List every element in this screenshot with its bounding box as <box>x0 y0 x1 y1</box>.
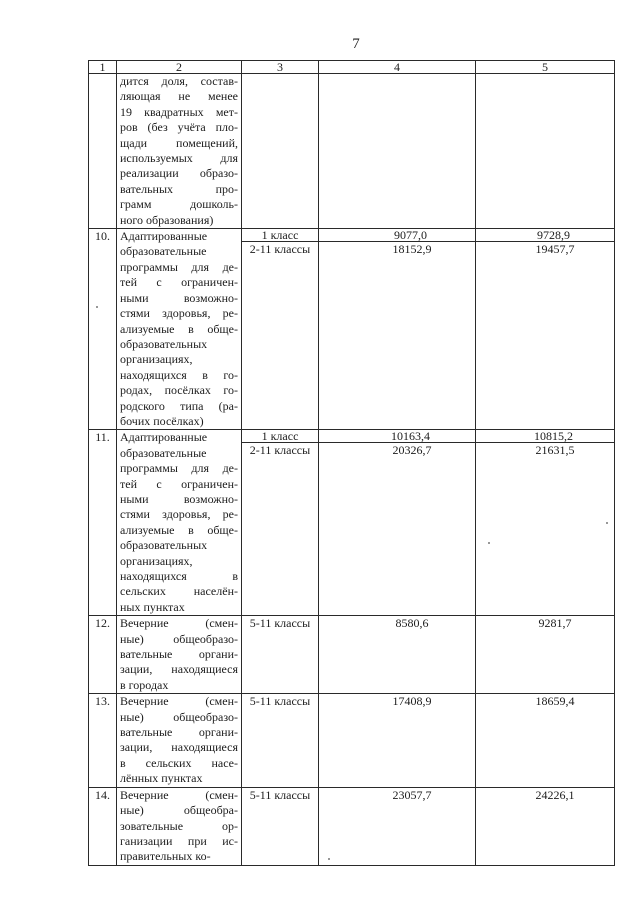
row-classes <box>242 694 319 787</box>
cost-value: 24226,1 <box>535 787 575 802</box>
cost-value: 9728,9 <box>476 229 614 242</box>
description-line: ными возможно- <box>120 290 238 305</box>
description-line: ных пунктах <box>120 599 185 614</box>
row-value-col4 <box>319 616 476 694</box>
description-line: сельских населён- <box>120 584 238 599</box>
description-line: образовательных <box>120 538 208 553</box>
row-value-col4 <box>319 229 476 430</box>
row-value-col5 <box>476 616 615 694</box>
description-line: Вечерние (смен- <box>120 694 238 709</box>
header-col-4: 4 <box>319 61 476 74</box>
scan-speck <box>488 542 490 544</box>
description-line: правительных ко- <box>120 849 211 864</box>
header-col-3: 3 <box>242 61 319 74</box>
row-description <box>117 616 242 694</box>
row-value-col5 <box>476 430 615 616</box>
description-line: используемых для <box>120 151 238 166</box>
row-value-col4 <box>319 787 476 865</box>
description-line: Адаптированные <box>120 229 208 244</box>
description-line: организациях, <box>120 352 193 367</box>
description-line: ляющая не менее <box>120 89 238 104</box>
class-range: 1 класс <box>242 430 318 443</box>
description-line: родского типа (ра- <box>120 398 238 413</box>
row-description <box>117 787 242 865</box>
description-line: вательные органи- <box>120 647 238 662</box>
description-line: ные) общеобразо- <box>120 631 238 646</box>
row-value-col4 <box>319 74 476 229</box>
row-description <box>117 694 242 787</box>
row-value-col5 <box>476 694 615 787</box>
class-range: 1 класс <box>242 229 318 242</box>
description-line: лённых пунктах <box>120 771 203 786</box>
row-number: 12. <box>89 616 117 694</box>
row-description <box>117 229 242 430</box>
table-row <box>89 694 615 787</box>
table-row <box>89 616 615 694</box>
row-value-col5 <box>476 787 615 865</box>
description-line: ализуемые в обще- <box>120 321 238 336</box>
cost-value: 8580,6 <box>395 616 429 631</box>
cost-value: 10163,4 <box>319 430 475 443</box>
class-range: 2-11 классы <box>249 443 311 458</box>
description-line: стями здоровья, ре- <box>120 507 238 522</box>
cost-value: 9281,7 <box>538 616 572 631</box>
table-row <box>89 430 615 616</box>
tariff-table <box>88 60 615 866</box>
description-line: Вечерние (смен- <box>120 787 238 802</box>
description-line: родах, посёлках го- <box>120 383 238 398</box>
description-line: образовательные <box>120 244 207 259</box>
table-row <box>89 74 615 229</box>
description-line: вательные органи- <box>120 725 238 740</box>
description-line: образовательных <box>120 336 208 351</box>
description-line: щади помещений, <box>120 135 238 150</box>
cost-value: 17408,9 <box>392 694 432 709</box>
scan-speck <box>96 306 98 308</box>
header-col-1: 1 <box>89 61 117 74</box>
description-line: зовательные ор- <box>120 818 238 833</box>
table-row <box>89 229 615 430</box>
description-line: вательных про- <box>120 181 238 196</box>
cost-value: 20326,7 <box>392 443 432 458</box>
header-col-5: 5 <box>476 61 615 74</box>
description-line: зации, находящиеся <box>120 662 238 677</box>
cost-value: 10815,2 <box>476 430 614 443</box>
description-line: стями здоровья, ре- <box>120 306 238 321</box>
description-line: образовательные <box>120 445 207 460</box>
row-number: 10. <box>89 229 117 430</box>
description-line: грамм дошколь- <box>120 197 238 212</box>
table-body <box>89 74 615 866</box>
scan-speck <box>606 522 608 524</box>
description-line: ализуемые в обще- <box>120 522 238 537</box>
row-value-col5 <box>476 74 615 229</box>
description-line: бочих посёлках) <box>120 413 204 428</box>
cost-value: 18659,4 <box>535 694 575 709</box>
cost-value: 19457,7 <box>535 242 575 257</box>
description-line: тей с ограничен- <box>120 275 238 290</box>
description-line: находящихся в го- <box>120 367 238 382</box>
cost-value: 9077,0 <box>319 229 475 242</box>
row-value-col5 <box>476 229 615 430</box>
row-number: 14. <box>89 787 117 865</box>
description-line: дится доля, состав- <box>120 74 238 88</box>
description-line: ганизации при ис- <box>120 833 238 848</box>
description-line: в сельских насе- <box>120 755 238 770</box>
row-classes <box>242 787 319 865</box>
scan-speck <box>328 858 330 860</box>
row-number: 13. <box>89 694 117 787</box>
table-header <box>89 61 615 74</box>
description-line: программы для де- <box>120 259 238 274</box>
row-classes <box>242 74 319 229</box>
description-line: Адаптированные <box>120 430 208 445</box>
description-line: находящихся в <box>120 569 238 583</box>
header-col-2: 2 <box>117 61 242 74</box>
class-range: 5-11 классы <box>249 694 311 709</box>
table-row <box>89 787 615 865</box>
page-number: 7 <box>352 36 360 52</box>
description-line: ные) общеобра- <box>120 803 238 818</box>
description-line: ров (без учёта пло- <box>120 120 238 135</box>
description-line: тей с ограничен- <box>120 476 238 491</box>
cost-value: 18152,9 <box>392 242 432 257</box>
row-number <box>89 74 117 229</box>
class-range: 5-11 классы <box>249 616 311 631</box>
row-classes <box>242 229 319 430</box>
row-number: 11. <box>89 430 117 616</box>
description-line: ного образования) <box>120 212 214 227</box>
description-line: программы для де- <box>120 461 238 476</box>
class-range: 2-11 классы <box>249 242 311 257</box>
row-value-col4 <box>319 694 476 787</box>
description-line: 19 квадратных мет- <box>120 104 238 119</box>
description-line: в городах <box>120 677 169 692</box>
row-description <box>117 430 242 616</box>
class-range: 5-11 классы <box>249 787 311 802</box>
description-line: ными возможно- <box>120 491 238 506</box>
row-description <box>117 74 242 229</box>
row-classes <box>242 430 319 616</box>
cost-value: 21631,5 <box>535 443 575 458</box>
description-line: зации, находящиеся <box>120 740 238 755</box>
cost-value: 23057,7 <box>392 787 432 802</box>
row-classes <box>242 616 319 694</box>
description-line: организациях, <box>120 553 193 568</box>
description-line: Вечерние (смен- <box>120 616 238 631</box>
row-value-col4 <box>319 430 476 616</box>
description-line: реализации образо- <box>120 166 238 181</box>
description-line: ные) общеобразо- <box>120 709 238 724</box>
